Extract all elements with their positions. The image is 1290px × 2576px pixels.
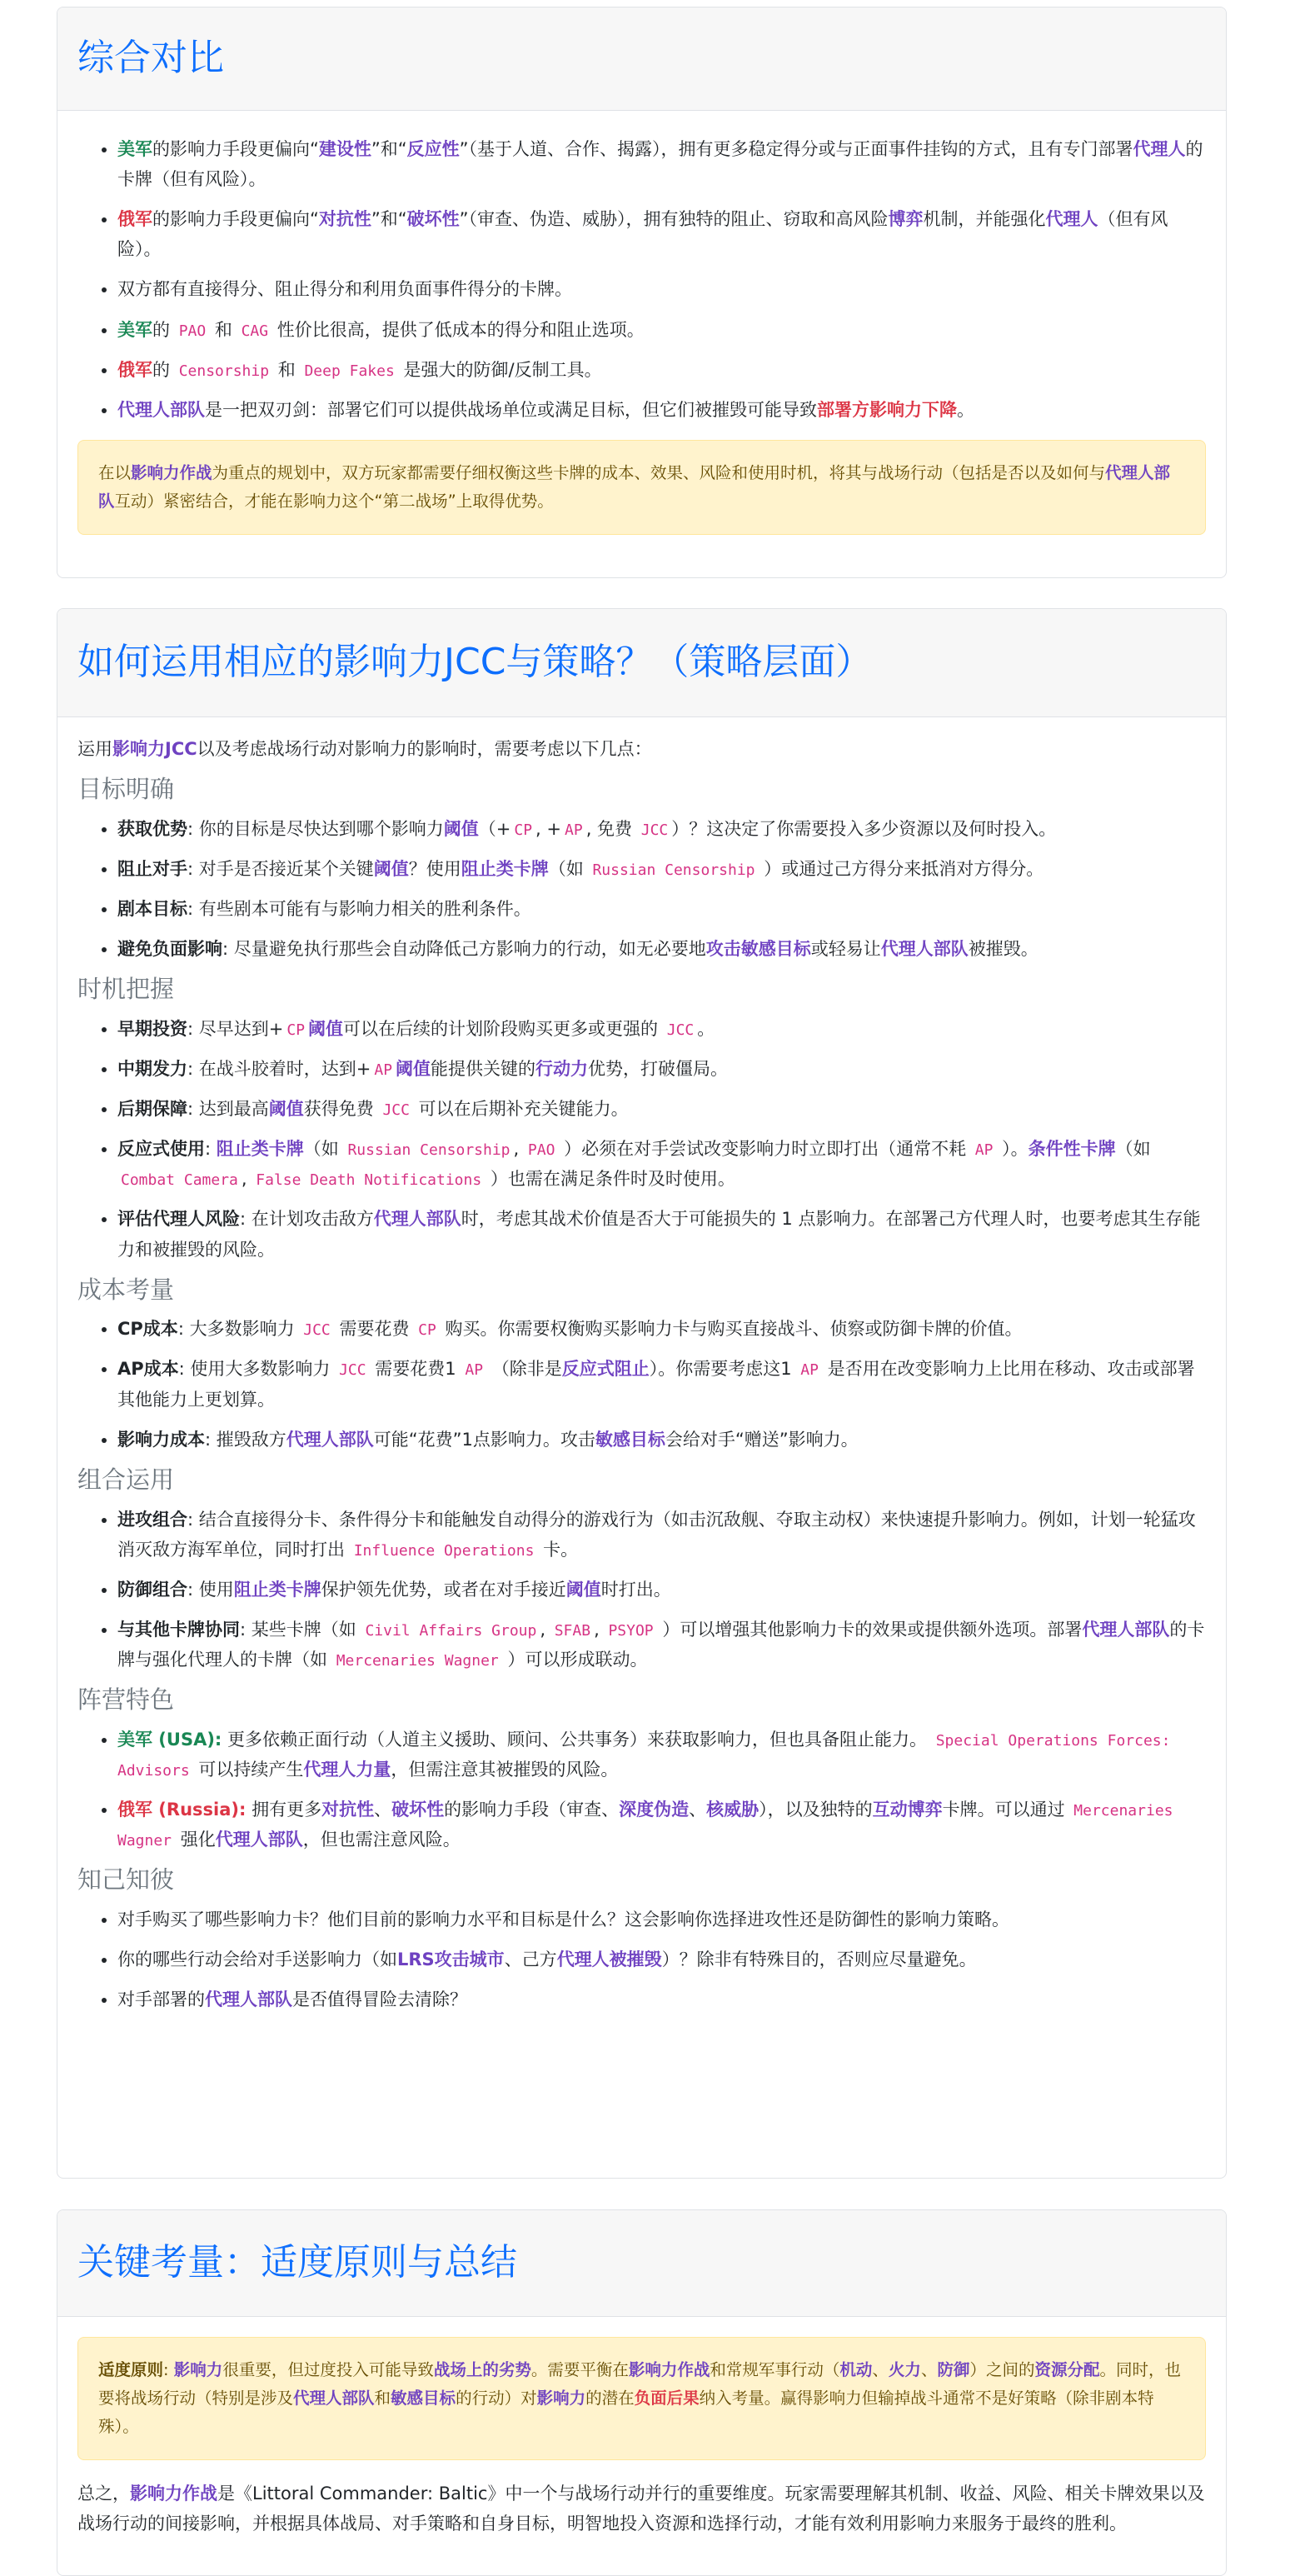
keyword: 代理人部队 — [205, 1989, 292, 2010]
text: 的影响力手段更偏向“ — [152, 209, 319, 230]
text: ”（审查、伪造、威胁），拥有独特的阻止、窃取和高风险 — [459, 209, 889, 230]
text: : — [163, 2360, 174, 2379]
summary-text — [77, 2479, 1206, 2539]
text: 。 — [957, 399, 974, 420]
text: 可以持续产生 — [198, 1759, 304, 1780]
keyword: 阻止类卡牌 — [461, 858, 549, 879]
warning-keyword: 部署方影响力下降 — [817, 399, 957, 420]
text: : 使用 — [187, 1579, 234, 1600]
keyword: 影响力 — [536, 2389, 586, 2409]
keyword: 对抗性 — [321, 1799, 375, 1820]
subheading: 目标明确 — [77, 775, 175, 804]
list-item — [117, 1094, 1206, 1124]
text: 购买。你需要权衡购买影响力卡与购买直接战斗、侦察或防御卡牌的价值。 — [445, 1319, 1023, 1340]
keyword: 代理人 — [1133, 139, 1186, 159]
text: 的影响力手段（审查、 — [444, 1799, 620, 1820]
keyword: 代理人部队 — [117, 399, 205, 420]
text: 或轻易让 — [810, 939, 881, 960]
keyword: 核威胁 — [706, 1799, 760, 1820]
keyword: 机动 — [839, 2360, 873, 2379]
text: ）可以形成联动。 — [507, 1649, 648, 1670]
strategy-list — [77, 1314, 1206, 1454]
card-code: Russian Censorship — [347, 1141, 511, 1160]
list-item — [117, 1615, 1206, 1675]
text: ）？这决定了你需要投入多少资源以及何时投入。 — [671, 818, 1057, 839]
text: 被摧毁。 — [968, 939, 1038, 960]
note-label: 适度原则 — [98, 2360, 164, 2379]
section-body — [57, 717, 1226, 2044]
keyword: 敏感目标 — [595, 1429, 665, 1450]
keyword: 代理人部队 — [1082, 1619, 1170, 1640]
list-item — [117, 204, 1206, 264]
text: 的行动）对 — [456, 2389, 537, 2409]
text: 时，考虑其战术价值是否大于可能损失的 1 点影响力。在部署己方代理人时，也要考虑其生存能力和被摧毁的风险。 — [117, 1209, 1201, 1260]
text: 是否用在改变影响力上比用在移动、攻击或部署其他能力上更划算。 — [117, 1359, 1195, 1410]
subheading: 阵营特色 — [77, 1685, 175, 1715]
section-title: 如何运用相应的影响力JCC与策略？（策略层面） — [77, 641, 873, 684]
keyword: 敏感目标 — [391, 2389, 456, 2409]
text: , — [594, 1619, 600, 1640]
text: ）必须在对手尝试改变影响力时立即打出（通常不耗 — [564, 1139, 967, 1160]
text: ，但也需注意风险。 — [302, 1830, 461, 1850]
item-label: 后期保障 — [117, 1099, 187, 1120]
list-item — [117, 1314, 1206, 1344]
card-code: Mercenaries Wagner — [336, 1651, 499, 1670]
comparison-list — [77, 134, 1206, 425]
keyword: 阈值 — [443, 818, 479, 839]
text: ？使用 — [408, 858, 461, 879]
card-code: CP — [514, 821, 533, 839]
subheading: 成本考量 — [77, 1275, 175, 1304]
section-strategy — [57, 608, 1227, 2179]
text: ）之间的 — [969, 2360, 1035, 2379]
text: 和常规军事行动（ — [710, 2360, 840, 2379]
card-code: False Death Notifications — [256, 1171, 482, 1190]
text: （如 — [1115, 1139, 1151, 1160]
text: : 结合直接得分卡、条件得分卡和能触发自动得分的游戏行为（如击沉敌舰、夺取主动权）来快速提升影响力。例如，计划一轮猛攻消灭敌方海军单位，同时打出 — [117, 1509, 1196, 1560]
list-item: • 双方都有直接得分、阻止得分和利用负面事件得分的卡牌。 — [117, 274, 1206, 304]
text: ）。你需要考虑这1 — [649, 1359, 792, 1380]
strategy-list — [77, 814, 1206, 964]
keyword: 代理人 — [1045, 209, 1098, 230]
text: 可能“花费”1点影响力。攻击 — [373, 1429, 595, 1450]
text: 、 — [374, 1799, 392, 1820]
keyword: 影响力作战 — [130, 2484, 217, 2504]
subheading: 时机把握 — [77, 975, 175, 1004]
strategy-list — [77, 1014, 1206, 1265]
card-code: Influence Operations — [353, 1541, 535, 1560]
text: 和 — [277, 359, 296, 380]
text: 的潜在 — [585, 2389, 635, 2409]
text: , — [540, 1619, 546, 1640]
item-label: 阻止对手 — [117, 858, 187, 879]
keyword: 代理人被摧毁 — [556, 1949, 662, 1969]
text: 你的哪些行动会给对手送影响力（如 — [117, 1949, 397, 1969]
list-item — [117, 854, 1206, 884]
text: 是强大的防御/反制工具。 — [403, 359, 602, 380]
keyword: 代理人力量 — [303, 1759, 391, 1780]
section-body — [57, 2317, 1226, 2569]
card-code: PSYOP — [608, 1621, 654, 1640]
list-item — [117, 1575, 1206, 1605]
card-code: JCC — [666, 1021, 695, 1039]
keyword: 反应性 — [406, 139, 460, 159]
card-code: JCC — [303, 1321, 331, 1340]
keyword: LRS攻击城市 — [397, 1949, 505, 1969]
list-item — [117, 1014, 1206, 1044]
text: : 你的目标是尽快达到哪个影响力 — [187, 818, 444, 839]
text: 纳入考量。赢得影响力但输掉战斗通常不是好策略（除非剧本特殊）。 — [98, 2389, 1154, 2437]
text: （+ — [478, 818, 511, 839]
text: 、己方 — [504, 1949, 557, 1969]
keyword: 阈值 — [396, 1059, 431, 1080]
item-label: 获取优势 — [117, 818, 187, 839]
text: 需要花费1 — [375, 1359, 456, 1380]
text: , 免费 — [585, 818, 633, 839]
text: : 使用大多数影响力 — [178, 1359, 331, 1380]
keyword: 战场上的劣势 — [433, 2360, 531, 2379]
subheading: 知己知彼 — [77, 1865, 175, 1895]
item-label: 进攻组合 — [117, 1509, 187, 1530]
list-item — [117, 894, 1206, 924]
text: 是否值得冒险去清除？ — [292, 1989, 467, 2010]
text: 机制，并能强化 — [923, 209, 1046, 230]
note-box — [77, 2337, 1206, 2460]
card-code: AP — [565, 821, 583, 839]
text: : 尽量避免执行那些会自动降低己方影响力的行动，如无必要地 — [222, 939, 706, 960]
item-label: AP成本 — [117, 1359, 179, 1380]
text: ）也需在满足条件时及时使用。 — [490, 1169, 735, 1190]
text: , — [241, 1169, 247, 1190]
list-item — [117, 395, 1206, 425]
text: 运用 — [77, 739, 112, 759]
keyword: 资源分配 — [1034, 2360, 1100, 2379]
text: 以及考虑战场行动对影响力的影响时，需要考虑以下几点： — [197, 739, 652, 759]
card-code: AP — [974, 1141, 994, 1160]
section-header — [57, 2210, 1226, 2317]
card-code: Civil Affairs Group — [365, 1621, 537, 1640]
item-label: 与其他卡牌协同 — [117, 1619, 240, 1640]
text: 的影响力手段更偏向“ — [152, 139, 319, 159]
strategy-list — [77, 1505, 1206, 1675]
text: ”（基于人道、合作、揭露），拥有更多稳定得分或与正面事件挂钩的方式，且有专门部署 — [459, 139, 1133, 159]
section-header — [57, 609, 1226, 717]
item-label: 避免负面影响 — [117, 939, 222, 960]
text: , + — [535, 818, 561, 839]
text: : 在战斗胶着时，达到+ — [187, 1059, 371, 1080]
text: 获得免费 — [303, 1099, 374, 1120]
list-item — [117, 1795, 1206, 1855]
strategy-list — [77, 1725, 1206, 1855]
keyword: 攻击敏感目标 — [705, 939, 811, 960]
keyword: 互动博弈 — [872, 1799, 943, 1820]
note-box — [77, 440, 1206, 535]
text: 优势，打破僵局。 — [588, 1059, 729, 1080]
keyword: 行动力 — [535, 1059, 589, 1080]
text: 的卡牌（但有风险）。 — [117, 139, 1203, 190]
text: 、 — [689, 1799, 707, 1820]
text: （如 — [303, 1139, 339, 1160]
text: 互动）紧密结合，才能在影响力这个“第二战场”上取得优势。 — [114, 492, 554, 511]
text: 总之， — [77, 2484, 130, 2504]
keyword: 深度伪造 — [619, 1799, 690, 1820]
section-summary — [57, 2209, 1227, 2576]
text: 性价比很高，提供了低成本的得分和阻止选项。 — [276, 319, 645, 340]
item-label: 剧本目标 — [117, 899, 187, 920]
text: : 有些剧本可能有与影响力相关的胜利条件。 — [187, 899, 531, 920]
list-item — [117, 355, 1206, 385]
section-comparison — [57, 7, 1227, 578]
card-code: AP — [374, 1061, 393, 1080]
keyword: 阻止类卡牌 — [216, 1139, 304, 1160]
section-title: 综合对比 — [77, 37, 224, 80]
text: 对手部署的 — [117, 1989, 205, 2010]
text: 能提供关键的 — [431, 1059, 536, 1080]
keyword: 影响力JCC — [112, 739, 197, 759]
list-item — [117, 1204, 1206, 1264]
faction-usa: 美军 — [117, 319, 152, 340]
card-code: PAO — [527, 1141, 555, 1160]
faction-russia: 俄军 (Russia): — [117, 1799, 247, 1820]
item-label: 影响力成本 — [117, 1429, 205, 1450]
text: 可以在后期补充关键能力。 — [418, 1099, 629, 1120]
faction-usa: 美军 (USA): — [117, 1729, 222, 1750]
card-code: Censorship — [178, 362, 270, 380]
warning-keyword: 负面后果 — [634, 2389, 700, 2409]
text: 可以在后续的计划阶段购买更多或更强的 — [343, 1018, 659, 1039]
faction-russia: 俄军 — [117, 359, 152, 380]
keyword: 代理人部队 — [215, 1830, 303, 1850]
text: : — [205, 1139, 217, 1160]
text: 和 — [374, 2389, 391, 2409]
text: 的卡牌与强化代理人的卡牌（如 — [117, 1619, 1205, 1670]
text: 为重点的规划中，双方玩家都需要仔细权衡这些卡牌的成本、效果、风险和使用时机，将其与战场行动（包括是否以及如何与 — [212, 462, 1106, 482]
card-code: PAO — [178, 322, 207, 340]
section-title: 关键考量：适度原则与总结 — [77, 2241, 517, 2284]
keyword: 影响力作战 — [131, 462, 212, 482]
list-item — [117, 1054, 1206, 1084]
faction-usa: 美军 — [117, 139, 152, 159]
list-item: • 对手购买了哪些影响力卡？他们目前的影响力水平和目标是什么？这会影响你选择进攻性还是防御性的影响力策略。 — [117, 1905, 1206, 1934]
item-label: 中期发力 — [117, 1059, 187, 1080]
text: 保护领先优势，或者在对手接近 — [321, 1579, 566, 1600]
keyword: 破坏性 — [391, 1799, 445, 1820]
keyword: 对抗性 — [318, 209, 371, 230]
card-code: Mercenaries Wagner — [117, 1801, 1173, 1850]
card-code: CP — [418, 1321, 436, 1340]
text: : 尽早达到+ — [187, 1018, 284, 1039]
text: 很重要，但过度投入可能导致 — [222, 2360, 434, 2379]
faction-russia: 俄军 — [117, 209, 152, 230]
keyword: 博弈 — [888, 209, 924, 230]
text: ）可以增强其他影响力卡的效果或提供额外选项。部署 — [662, 1619, 1083, 1640]
card-code: AP — [800, 1361, 819, 1380]
text: 强化 — [180, 1830, 216, 1850]
keyword: 阻止类卡牌 — [233, 1579, 321, 1600]
card-code: Deep Fakes — [304, 362, 395, 380]
section-header — [57, 7, 1226, 111]
keyword: 火力 — [888, 2360, 921, 2379]
list-item — [117, 814, 1206, 844]
item-label: 早期投资 — [117, 1018, 187, 1039]
card-code: SFAB — [554, 1621, 591, 1640]
card-code: CAG — [241, 322, 269, 340]
card-code: Russian Censorship — [592, 861, 755, 879]
text: 会给对手“赠送”影响力。 — [665, 1429, 859, 1450]
text: （除非是 — [491, 1359, 562, 1380]
text: : 对手是否接近某个关键 — [187, 858, 374, 879]
keyword: 阈值 — [308, 1018, 344, 1039]
list-item — [117, 934, 1206, 964]
list-item — [117, 1505, 1206, 1565]
text: 是《Littoral Commander: Baltic》中一个与战场行动并行的重要维度。玩家需要理解其机制、收益、风险、相关卡牌效果以及战场行动的间接影响，并根据具体战局、对手策略和自身目标，明智地投入资源和选择行动，才能有效利用影响力来服务于最终的胜利。 — [77, 2484, 1205, 2534]
card-code: CP — [286, 1021, 306, 1039]
item-label: CP成本 — [117, 1319, 178, 1340]
text: ”和“ — [371, 209, 407, 230]
text: 、 — [920, 2360, 938, 2379]
text: ），以及独特的 — [759, 1799, 873, 1820]
keyword: 防御 — [937, 2360, 970, 2379]
text: ）。 — [1002, 1139, 1029, 1160]
text: 卡牌。可以通过 — [942, 1799, 1065, 1820]
list-item — [117, 1944, 1206, 1974]
text: 、 — [872, 2360, 889, 2379]
subheading: 组合运用 — [77, 1465, 175, 1494]
text: 的 — [152, 359, 170, 380]
list-item — [117, 1725, 1206, 1785]
card-code: JCC — [339, 1361, 366, 1380]
keyword: 破坏性 — [406, 209, 460, 230]
keyword: 阈值 — [565, 1579, 601, 1600]
text: 。需要平衡在 — [530, 2360, 629, 2379]
text: 拥有更多 — [246, 1799, 322, 1820]
keyword: 阈值 — [373, 858, 409, 879]
card-code: Special Operations Forces: Advisors — [117, 1731, 1171, 1780]
text: ）？除非有特殊目的，否则应尽量避免。 — [661, 1949, 977, 1969]
keyword: 代理人部队 — [98, 462, 1171, 511]
text: （但有风险）。 — [117, 209, 1168, 260]
text: （如 — [548, 858, 584, 879]
keyword: 条件性卡牌 — [1028, 1139, 1116, 1160]
text: : 大多数影响力 — [177, 1319, 295, 1340]
text: 更多依赖正面行动（人道主义援助、顾问、公共事务）来获取影响力，但也具备阻止能力。 — [222, 1729, 928, 1750]
text: 和 — [214, 319, 232, 340]
keyword: 代理人部队 — [373, 1209, 461, 1230]
text: 在以 — [98, 462, 132, 482]
item-label: 评估代理人风险 — [117, 1209, 240, 1230]
list-item — [117, 1354, 1206, 1414]
text: 卡。 — [543, 1539, 579, 1560]
card-code: JCC — [640, 821, 669, 839]
text: : 某些卡牌（如 — [240, 1619, 356, 1640]
keyword: 反应式阻止 — [561, 1359, 650, 1380]
list-item — [117, 1984, 1206, 2014]
text: : 在计划攻击敌方 — [240, 1209, 374, 1230]
section-body — [57, 111, 1226, 555]
text: : 摧毁敌方 — [205, 1429, 286, 1450]
text: ”和“ — [371, 139, 407, 159]
text: 需要花费 — [339, 1319, 410, 1340]
keyword: 代理人部队 — [286, 1429, 374, 1450]
keyword: 代理人部队 — [293, 2389, 375, 2409]
text: ，但需注意其被摧毁的风险。 — [391, 1759, 619, 1780]
text: 的 — [152, 319, 170, 340]
keyword: 阈值 — [268, 1099, 304, 1120]
card-code: JCC — [382, 1101, 410, 1120]
text: 。同时，也要将战场行动（特别是涉及 — [98, 2360, 1182, 2409]
text: ）或通过己方得分来抵消对方得分。 — [764, 858, 1044, 879]
intro-text — [77, 734, 1206, 764]
keyword: 代理人部队 — [880, 939, 969, 960]
list-item — [117, 1134, 1206, 1194]
item-label: 防御组合 — [117, 1579, 187, 1600]
text: 时打出。 — [600, 1579, 671, 1600]
card-code: Combat Camera — [121, 1171, 238, 1190]
item-label: 反应式使用 — [117, 1139, 205, 1160]
card-code: AP — [465, 1361, 484, 1380]
text: 。 — [697, 1018, 715, 1039]
list-item — [117, 134, 1206, 194]
keyword: 影响力作战 — [628, 2360, 710, 2379]
list-item — [117, 1425, 1206, 1455]
keyword: 建设性 — [318, 139, 371, 159]
list-item — [117, 315, 1206, 345]
keyword: 影响力 — [173, 2360, 223, 2379]
text: , — [513, 1139, 520, 1160]
strategy-list — [77, 1905, 1206, 2014]
text: 是一把双刃剑：部署它们可以提供战场单位或满足目标，但它们被摧毁可能导致 — [205, 399, 817, 420]
text: : 达到最高 — [187, 1099, 269, 1120]
